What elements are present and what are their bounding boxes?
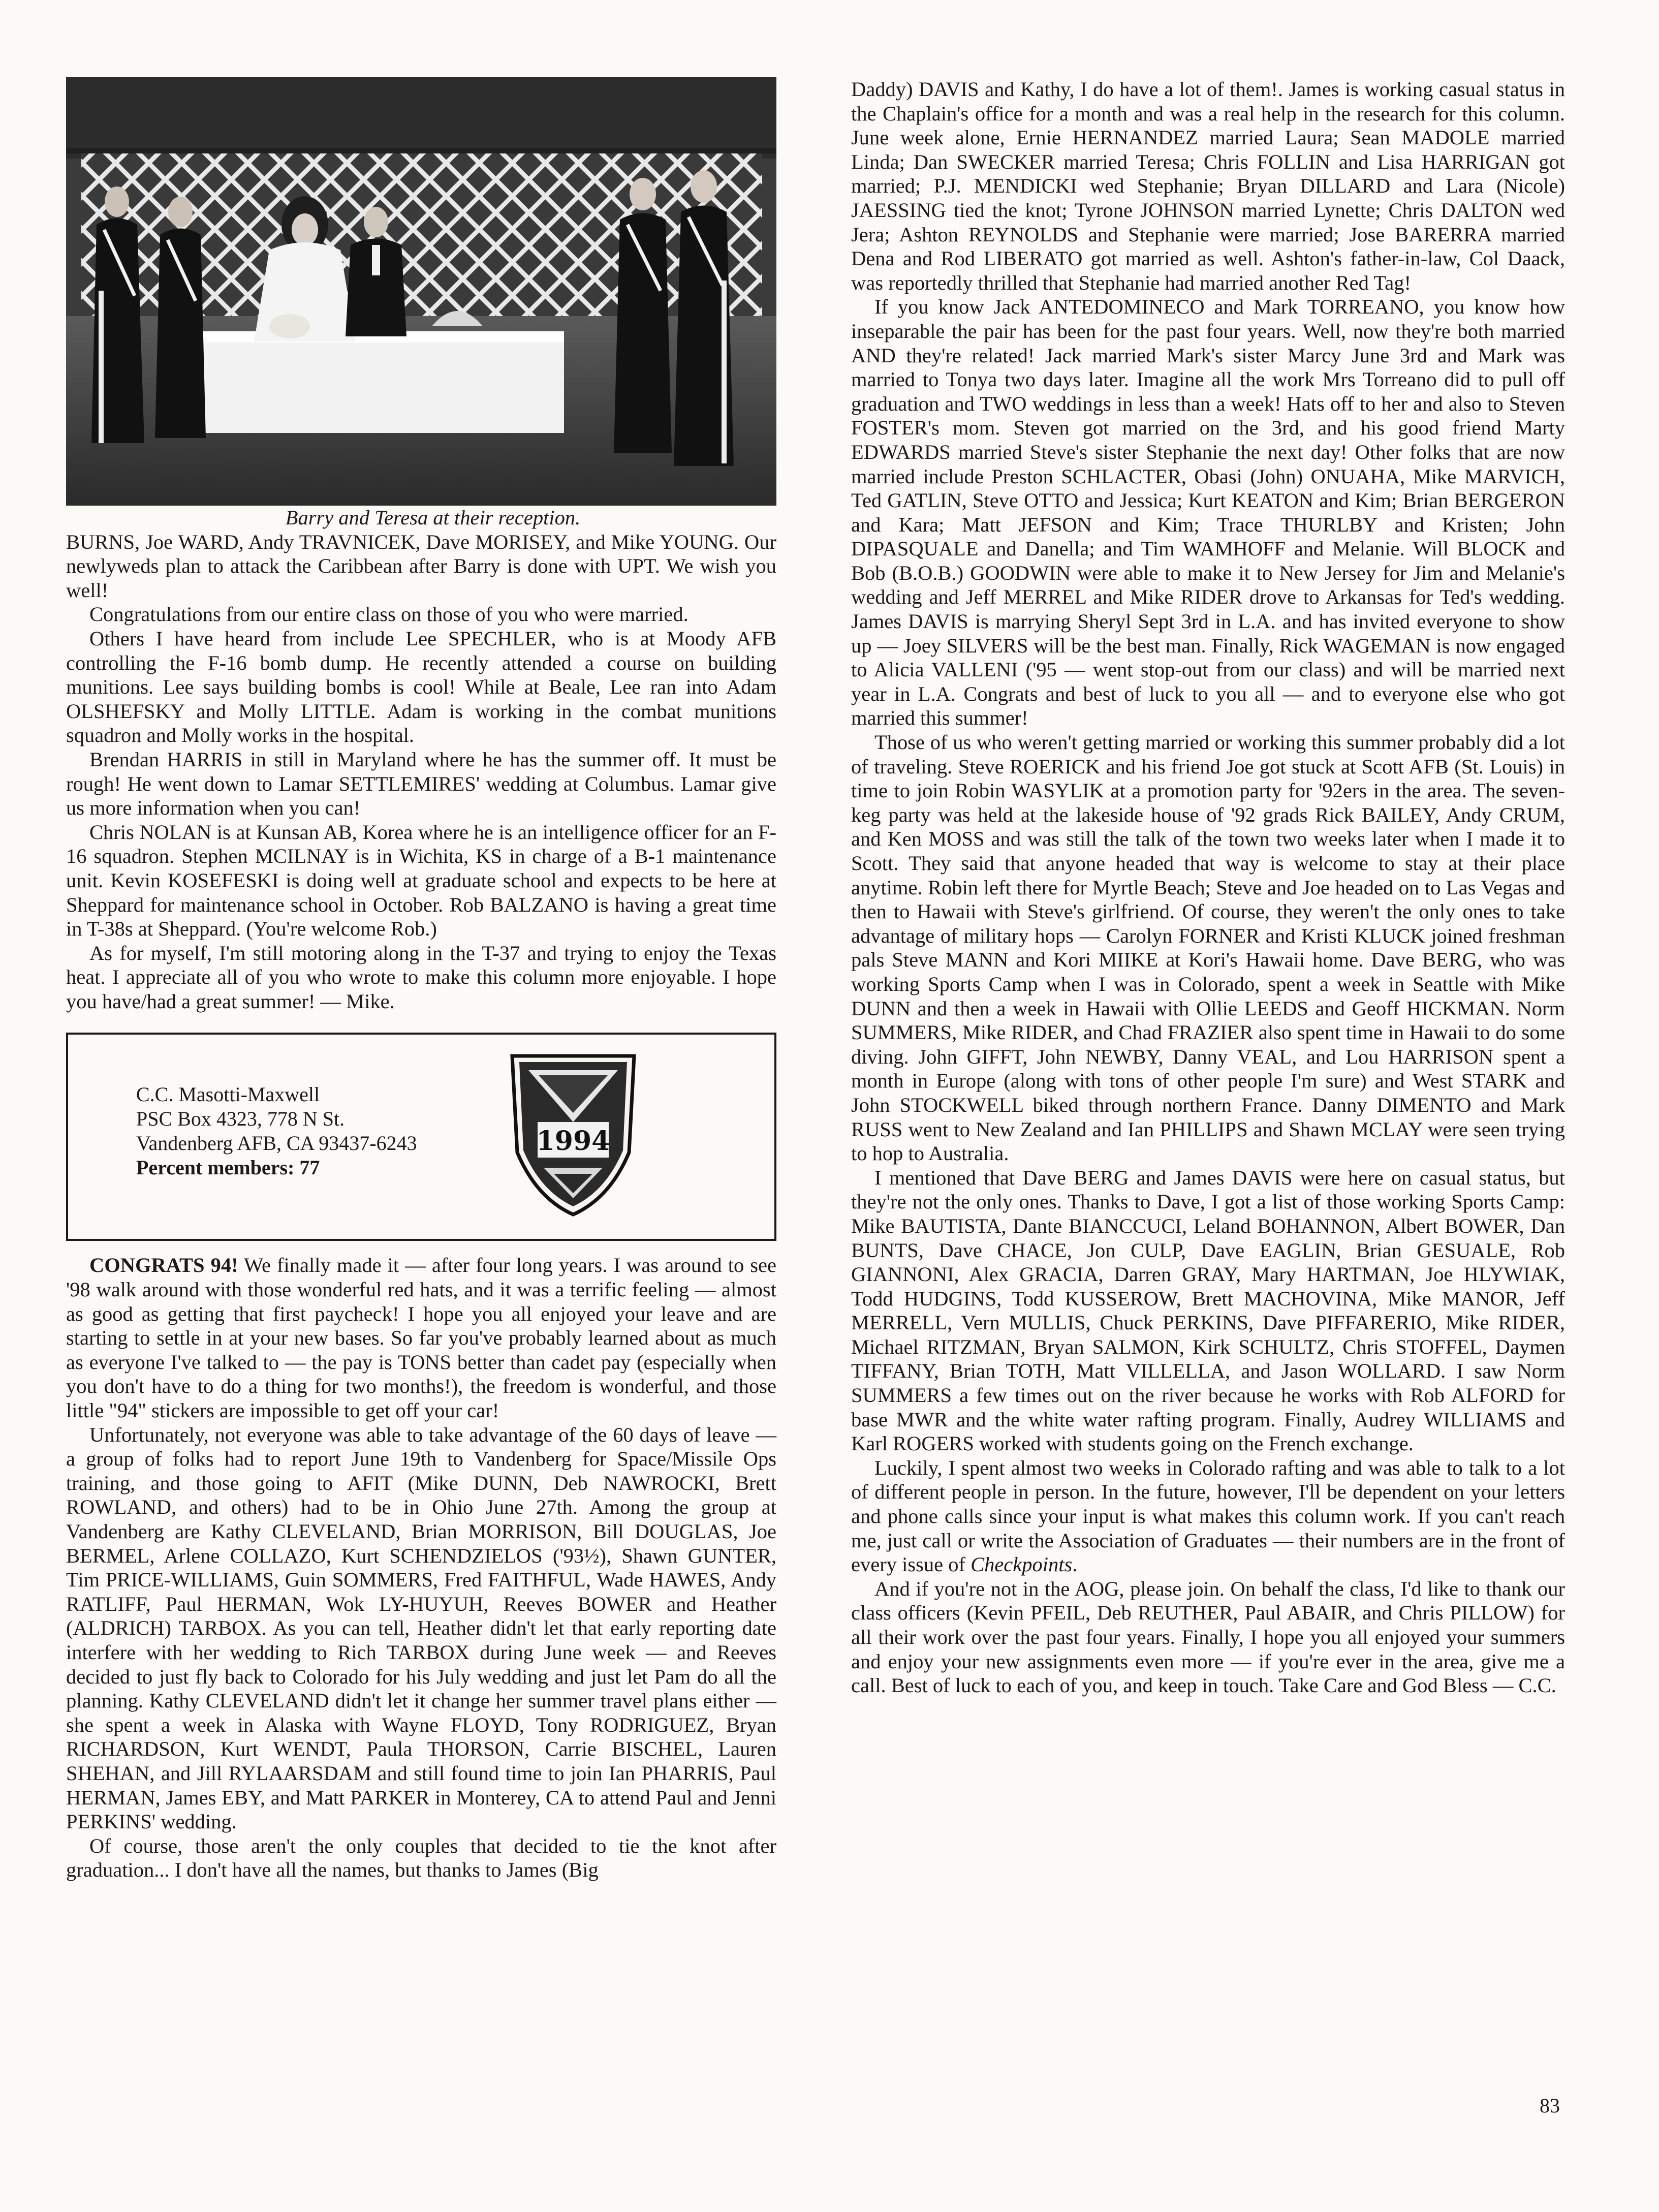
checkpoints-title: Checkpoints	[971, 1553, 1073, 1576]
reception-photo	[66, 77, 776, 506]
address-line-1: PSC Box 4323, 778 N St.	[136, 1107, 345, 1131]
left-column	[66, 77, 776, 1882]
photo-caption: Barry and Teresa at their reception.	[285, 506, 581, 529]
left-paragraph: Chris NOLAN is at Kunsan AB, Korea where he is an intelligence officer for an F-16 squadron. Stephen MCILNAY is in Wichita, KS in charge of a B-1 maintenance unit. Kevin KOSEFESKI is doing well at graduate school and expects to be here at Sheppard for maintenance school in October. Rob BALZANO is having a great time in T-38s at Sheppard. (You're welcome Rob.)	[66, 820, 776, 941]
congrats-text: We finally made it — after four long years. I was around to see '98 walk around with those wonderful red hats, and it was a terrific feeling — almost as good as getting that first paycheck! I hope you all enjoyed your leave and are starting to settle in at your new bases. So far you've probably learned about as much as everyone I've talked to — the pay is TONS better than cadet pay (especially when you don't have to do a thing for two months!), the freedom is wonderful, and those little "94" stickers are impossible to get off your car!	[66, 1254, 777, 1422]
percent-members: Percent members: 77	[136, 1156, 320, 1179]
left-paragraph: Of course, those aren't the only couples that decided to tie the knot after graduation... I don't have all the names, but thanks to James (Big	[66, 1834, 776, 1882]
correspondent-address	[136, 1082, 417, 1180]
luckily-text: Luckily, I spent almost two weeks in Colorado rafting and was able to talk to a lot of different people in person. In the future, however, I'll be dependent on your letters and phone calls since your input is what makes this column work. If you can't reach me, just call or write the Association of Graduates — their numbers are in the front of every issue of	[851, 1456, 1565, 1576]
right-column	[851, 77, 1565, 1698]
left-paragraph: Others I have heard from include Lee SPECHLER, who is at Moody AFB controlling the F-16 bomb dump. He recently attended a course on building munitions. Lee says building bombs is cool! While at Beale, Lee ran into Adam OLSHEFSKY and Molly LITTLE. Adam is working in the combat munitions squadron and Molly works in the hospital.	[66, 627, 776, 747]
svg-text:1994: 1994	[536, 1126, 610, 1157]
class-info-box	[66, 1033, 776, 1241]
luckily-end: .	[1072, 1553, 1078, 1576]
correspondent-name: C.C. Masotti-Maxwell	[136, 1083, 320, 1106]
right-paragraph: Daddy) DAVIS and Kathy, I do have a lot of them!. James is working casual status in the Chaplain's office for a month and was a real help in the research for this column. June week alone, Ernie HERNANDEZ married Laura; Sean MADOLE married Linda; Dan SWECKER married Teresa; Chris FOLLIN and Lisa HARRIGAN got married; P.J. MENDICKI wed Stephanie; Bryan DILLARD and Lara (Nicole) JAESSING tied the knot; Tyrone JOHNSON married Lynette; Chris DALTON wed Jera; Ashton REYNOLDS and Stephanie were married; Jose BARERRA married Dena and Rod LIBERATO got married as well. Ashton's father-in-law, Col Daack, was reportedly thrilled that Stephanie had married another Red Tag!	[851, 78, 1565, 294]
congrats-paragraph	[66, 1253, 776, 1422]
class-crest-icon	[508, 1046, 638, 1219]
page-number: 83	[1540, 2094, 1560, 2117]
left-paragraph: Congratulations from our entire class on those of you who were married.	[89, 603, 688, 626]
right-paragraph: I mentioned that Dave BERG and James DAVIS were here on casual status, but they're not the only ones. Thanks to Dave, I got a list of those working Sports Camp: Mike BAUTISTA, Dante BIANCCUCI, Leland BOHANNON, Albert BOWER, Dan BUNTS, Dave CHACE, Jon CULP, Dave EAGLIN, Brian GESUALE, Rob GIANNONI, Alex GRACIA, Darren GRAY, Mary HARTMAN, Joe HLYWIAK, Todd HUDGINS, Todd KUSSEROW, Brett MACHOVINA, Mike MANOR, Jeff MERRELL, Vern MULLIS, Chuck PERKINS, Dave PIFFARERIO, Mike RIDER, Michael RITZMAN, Bryan SALMON, Kirk SCHULTZ, Chris STOFFEL, Daymen TIFFANY, Brian TOTH, Matt VILLELLA, and Jason WOLLARD. I saw Norm SUMMERS a few times out on the river because he works with Rob ALFORD for base MWR and the white water rafting program. Finally, Audrey WILLIAMS and Karl ROGERS worked with students going on the French exchange.	[851, 1166, 1565, 1455]
left-paragraph: BURNS, Joe WARD, Andy TRAVNICEK, Dave MORISEY, and Mike YOUNG. Our newlyweds plan to attack the Caribbean after Barry is done with UPT. We wish you well!	[66, 530, 776, 602]
reception-photo-image	[66, 77, 776, 506]
left-paragraph: Brendan HARRIS in still in Maryland where he has the summer off. It must be rough! He went down to Lamar SETTLEMIRES' wedding at Columbus. Lamar give us more information when you can!	[66, 747, 776, 820]
left-paragraph: As for myself, I'm still motoring along in the T-37 and trying to enjoy the Texas heat. I appreciate all of you who wrote to make this column more enjoyable. I hope you have/had a great summer! — Mike.	[66, 941, 776, 1013]
right-paragraph: If you know Jack ANTEDOMINECO and Mark TORREANO, you know how inseparable the pair has been for the past four years. Well, now they're both married AND they're related! Jack married Mark's sister Marcy June 3rd and Mark was married to Tonya two days later. Imagine all the work Mrs Torreano did to pull off graduation and TWO weddings in less than a week! Hats off to her and also to Steven FOSTER's mom. Steven got married on the 3rd, and his good friend Marty EDWARDS married Steve's sister Stephanie the next day! Other folks that are now married include Preston SCHLACTER, Obasi (John) ONUAHA, Mike MARVICH, Ted GATLIN, Steve OTTO and Jessica; Kurt KEATON and Kim; Brian BERGERON and Kara; Matt JEFSON and Kim; Trace THURLBY and Kristen; John DIPASQUALE and Danella; and Tim WAMHOFF and Melanie. Will BLOCK and Bob (B.O.B.) GOODWIN were able to make it to New Jersey for Jim and Melanie's wedding and Jeff MERREL and Mike RIDER drove to Arkansas for Ted's wedding. James DAVIS is marrying Sheryl Sept 3rd in L.A. and has invited everyone to show up — Joey SILVERS will be the best man. Finally, Rick WAGEMAN is now engaged to Alicia VALLENI ('95 — went stop-out from our class) and will be married next year in L.A. Congrats and best of luck to you all — and to everyone else who got married this summer!	[851, 295, 1565, 730]
luckily-paragraph	[851, 1456, 1565, 1577]
left-paragraph: Unfortunately, not everyone was able to take advantage of the 60 days of leave — a group of folks had to report June 19th to Vandenberg for Space/Missile Ops training, and those going to AFIT (Mike DUNN, Deb NAWROCKI, Brett ROWLAND, and others) had to be in Ohio June 27th. Among the group at Vandenberg are Kathy CLEVELAND, Brian MORRISON, Bill DOUGLAS, Joe BERMEL, Arlene COLLAZO, Kurt SCHENDZIELOS ('93½), Shawn GUNTER, Tim PRICE-WILLIAMS, Guin SOMMERS, Fred FAITHFUL, Wade HAWES, Andy RATLIFF, Paul HERMAN, Wok LY-HUYUH, Reeves BOWER and Heather (ALDRICH) TARBOX. As you can tell, Heather didn't let that early reporting date interfere with her wedding to Rich TARBOX during June week — and Reeves decided to just fly back to Colorado for his July wedding and just let Pam do all the planning. Kathy CLEVELAND didn't let it change her summer travel plans either — she spent a week in Alaska with Wayne FLOYD, Tony RODRIGUEZ, Bryan RICHARDSON, Kurt WENDT, Paula THORSON, Carrie BISCHEL, Lauren SHEHAN, and Jill RYLAARSDAM and still found time to join Ian PHARRIS, Paul HERMAN, James EBY, and Matt PARKER in Monterey, CA to attend Paul and Jenni PERKINS' wedding.	[66, 1423, 776, 1833]
closing-paragraph: And if you're not in the AOG, please join. On behalf the class, I'd like to thank our class officers (Kevin PFEIL, Deb REUTHER, Paul ABAIR, and Chris PILLOW) for all their work over the past four years. Finally, I hope you all enjoyed your summers and enjoy your new assignments even more — if you're ever in the area, give me a call. Best of luck to each of you, and keep in touch. Take Care and God Bless — C.C.	[851, 1577, 1565, 1697]
address-line-2: Vandenberg AFB, CA 93437-6243	[136, 1132, 417, 1155]
congrats-lead: CONGRATS 94!	[89, 1254, 238, 1277]
right-paragraph: Those of us who weren't getting married or working this summer probably did a lot of traveling. Steve ROERICK and his friend Joe got stuck at Scott AFB (St. Louis) in time to join Robin WASYLIK at a promotion party for '92ers in the area. The seven-keg party was held at the lakeside house of '92 grads Rick BAILEY, Andy CRUM, and Ken MOSS and was still the talk of the town two weeks later when I made it to Scott. They said that anyone headed that way is welcome to stay at their place anytime. Robin left there for Myrtle Beach; Steve and Joe headed on to Las Vegas and then to Hawaii with Steve's girlfriend. Of course, they weren't the only ones to take advantage of military hops — Carolyn FORNER and Kristi KLUCK joined freshman pals Steve MANN and Kori MIIKE at Kori's Hawaii home. Dave BERG, who was working Sports Camp when I was in Colorado, spent a week in Seattle with Mike DUNN and then a week in Hawaii with Ollie LEEDS and Geoff HICKMAN. Norm SUMMERS, Mike RIDER, and Chad FRAZIER also spent time in Hawaii to do some diving. John GIFFT, John NEWBY, Danny VEAL, and Lou HARRISON spent a month in Europe (along with tons of other people I'm sure) and West STARK and John STOCKWELL biked through northern France. Danny DIMENTO and Mark RUSS went to New Zealand and Ian PHILLIPS and Shawn MCLAY were seen trying to hop to Australia.	[851, 731, 1565, 1165]
